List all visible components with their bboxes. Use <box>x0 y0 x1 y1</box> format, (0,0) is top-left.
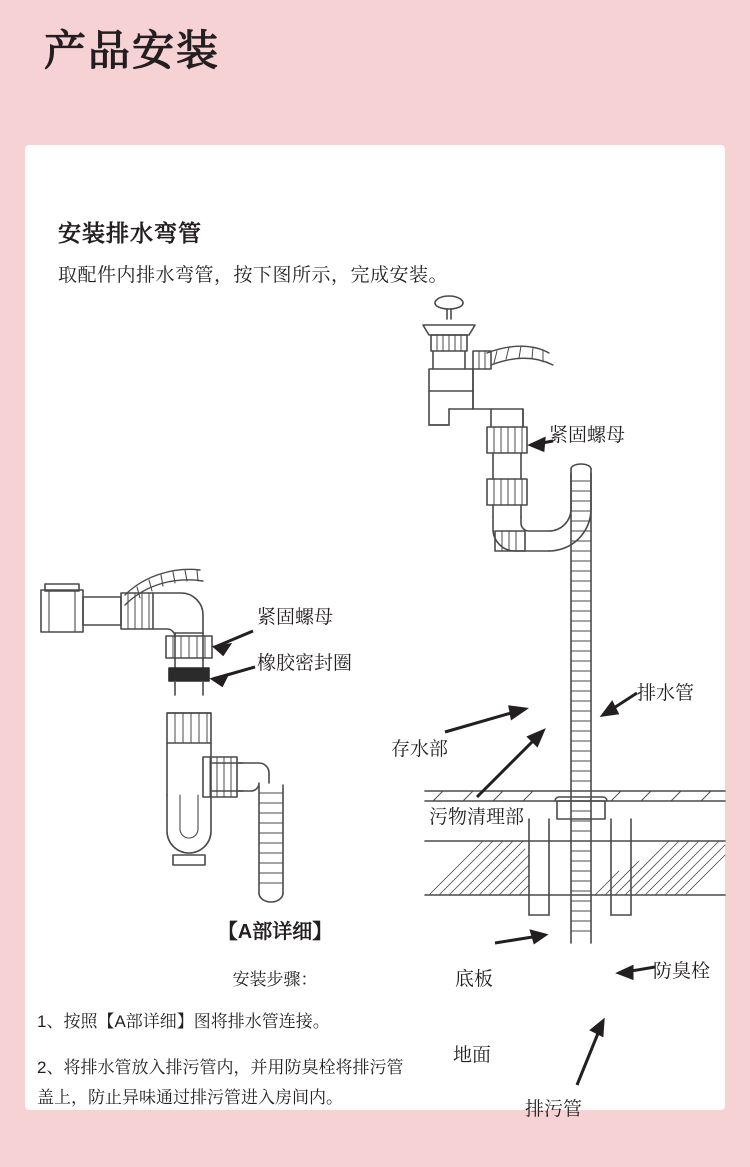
label-water-trap: 存水部 <box>391 739 449 760</box>
label-drain-pipe: 排水管 <box>637 683 695 704</box>
steps-heading: 安装步骤： <box>232 970 318 989</box>
label-nut-left: 紧固螺母 <box>257 607 334 628</box>
label-odor-plug: 防臭栓 <box>653 961 711 982</box>
label-rubber-seal: 橡胶密封圈 <box>257 653 353 674</box>
content-card <box>25 145 725 1120</box>
detail-title: 【A部详细】 <box>217 921 333 943</box>
step-item-2: 2、将排水管放入排污管内，并用防臭栓将排污管盖上，防止异味通过排污管进入房间内。 <box>37 1058 404 1107</box>
section-title: 安装排水弯管 <box>58 220 202 246</box>
label-nut-right: 紧固螺母 <box>549 425 626 446</box>
step-item-1: 1、按照【A部详细】图将排水管连接。 <box>37 1012 330 1031</box>
page-title: 产品安装 <box>44 27 221 74</box>
label-base-plate: 底板 <box>455 969 494 990</box>
label-ground: 地面 <box>453 1045 492 1066</box>
label-sewer-pipe: 排污管 <box>525 1099 583 1120</box>
section-subtitle: 取配件内排水弯管，按下图所示，完成安装。 <box>58 265 449 286</box>
label-cleanout: 污物清理部 <box>429 807 525 828</box>
